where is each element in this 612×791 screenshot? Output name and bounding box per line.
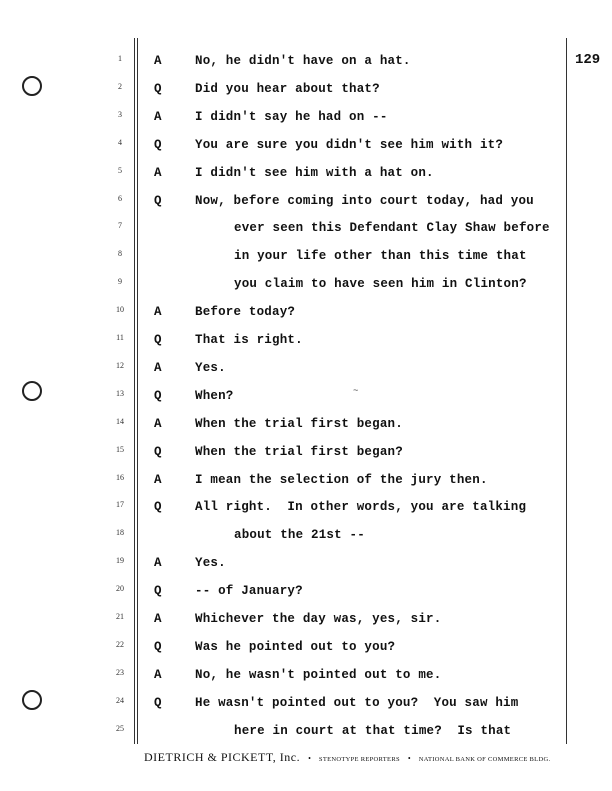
- line-number: 17: [116, 500, 124, 510]
- testimony-text: You are sure you didn't see him with it?: [195, 137, 504, 152]
- line-number: 14: [116, 416, 124, 426]
- speaker-label: A: [154, 556, 162, 571]
- testimony-text: No, he didn't have on a hat.: [195, 54, 411, 68]
- line-number: 2: [118, 81, 122, 91]
- transcript-line: [0, 554, 612, 574]
- speaker-label: Q: [154, 639, 162, 654]
- line-number: 24: [116, 695, 124, 705]
- footer-service: STENOTYPE REPORTERS: [318, 756, 400, 763]
- speaker-label: A: [154, 472, 162, 487]
- transcript-line: [0, 526, 612, 546]
- testimony-text: Did you hear about that?: [195, 81, 380, 96]
- speaker-label: Q: [154, 695, 162, 710]
- speaker-label: Q: [154, 584, 162, 599]
- transcript-line: [0, 108, 612, 128]
- transcript-line: [0, 471, 612, 491]
- speaker-label: A: [154, 165, 162, 180]
- transcript-line: [0, 303, 612, 323]
- transcript-line: [0, 415, 612, 435]
- line-number: 11: [116, 333, 124, 342]
- footer-separator: •: [407, 754, 411, 763]
- speaker-label: A: [154, 305, 162, 320]
- testimony-text: in your life other than this time that: [234, 249, 527, 264]
- line-number: 19: [116, 556, 124, 566]
- transcript-line: [0, 610, 612, 630]
- speaker-label: A: [154, 109, 162, 124]
- page-number: 129: [575, 52, 601, 68]
- transcript-line: [0, 638, 612, 658]
- testimony-text: I didn't say he had on --: [195, 109, 388, 124]
- speaker-label: Q: [154, 388, 162, 403]
- transcript-line: [0, 80, 612, 100]
- testimony-text: about the 21st --: [234, 528, 365, 543]
- testimony-text: I didn't see him with a hat on.: [195, 165, 434, 180]
- speaker-label: A: [154, 360, 162, 375]
- testimony-text: Whichever the day was, yes, sir.: [195, 612, 442, 626]
- line-number: 18: [116, 528, 124, 538]
- footer-firm: DIETRICH & PICKETT, Inc.: [144, 750, 301, 764]
- line-number: 12: [116, 360, 124, 370]
- testimony-text: you claim to have seen him in Clinton?: [234, 277, 527, 292]
- transcript-line: [0, 443, 612, 463]
- testimony-text: He wasn't pointed out to you? You saw him: [195, 695, 519, 710]
- transcript-line: [0, 359, 612, 379]
- testimony-text: When?: [195, 388, 234, 403]
- line-number: 9: [118, 277, 122, 287]
- line-number: 25: [116, 723, 124, 733]
- footer-separator: •: [308, 754, 311, 763]
- testimony-text: Before today?: [195, 305, 296, 320]
- transcript-line: [0, 247, 612, 267]
- speaker-label: Q: [154, 193, 162, 208]
- transcript-line: [0, 136, 612, 156]
- transcript-line: [0, 331, 612, 351]
- transcript-line: [0, 694, 612, 714]
- stray-mark: ~: [353, 386, 359, 396]
- testimony-text: Yes.: [195, 360, 226, 375]
- speaker-label: Q: [154, 500, 162, 515]
- transcript-line: [0, 192, 612, 212]
- speaker-label: A: [154, 54, 162, 68]
- speaker-label: A: [154, 612, 162, 626]
- speaker-label: Q: [154, 333, 162, 347]
- transcript-line: [0, 666, 612, 686]
- testimony-text: When the trial first began.: [195, 416, 403, 431]
- line-number: 21: [116, 612, 124, 621]
- line-number: 13: [116, 388, 124, 398]
- transcript-line: [0, 498, 612, 518]
- testimony-text: That is right.: [195, 333, 303, 347]
- speaker-label: A: [154, 416, 162, 431]
- speaker-label: Q: [154, 444, 162, 459]
- transcript-line: [0, 164, 612, 184]
- line-number: 10: [116, 305, 124, 315]
- line-number: 1: [118, 54, 122, 63]
- speaker-label: Q: [154, 81, 162, 96]
- transcript-line: [0, 722, 612, 742]
- transcript-line: [0, 52, 612, 72]
- testimony-text: All right. In other words, you are talking: [195, 500, 527, 515]
- line-number: 22: [116, 639, 124, 649]
- line-number: 3: [118, 109, 122, 119]
- line-number: 4: [118, 137, 122, 147]
- testimony-text: ever seen this Defendant Clay Shaw before: [234, 221, 550, 236]
- testimony-text: When the trial first began?: [195, 444, 403, 459]
- transcript-line: [0, 582, 612, 602]
- line-number: 8: [118, 249, 122, 259]
- testimony-text: -- of January?: [195, 584, 303, 599]
- transcript-line: [0, 275, 612, 295]
- line-number: 15: [116, 444, 124, 454]
- testimony-text: here in court at that time? Is that: [234, 723, 512, 738]
- footer-address: NATIONAL BANK OF COMMERCE BLDG.: [418, 756, 551, 763]
- testimony-text: Was he pointed out to you?: [195, 639, 396, 654]
- line-number: 23: [116, 667, 124, 677]
- speaker-label: Q: [154, 137, 162, 152]
- testimony-text: I mean the selection of the jury then.: [195, 472, 488, 487]
- speaker-label: A: [154, 667, 162, 682]
- line-number: 20: [116, 584, 124, 594]
- line-number: 16: [116, 472, 124, 482]
- testimony-text: Yes.: [195, 556, 226, 571]
- line-number: 5: [118, 165, 122, 175]
- line-number: 6: [118, 193, 122, 203]
- testimony-text: Now, before coming into court today, had you: [195, 193, 534, 208]
- testimony-text: No, he wasn't pointed out to me.: [195, 667, 442, 682]
- transcript-line: [0, 219, 612, 239]
- reporter-footer: [144, 748, 550, 766]
- transcript-line: [0, 387, 612, 407]
- line-number: 7: [118, 221, 122, 231]
